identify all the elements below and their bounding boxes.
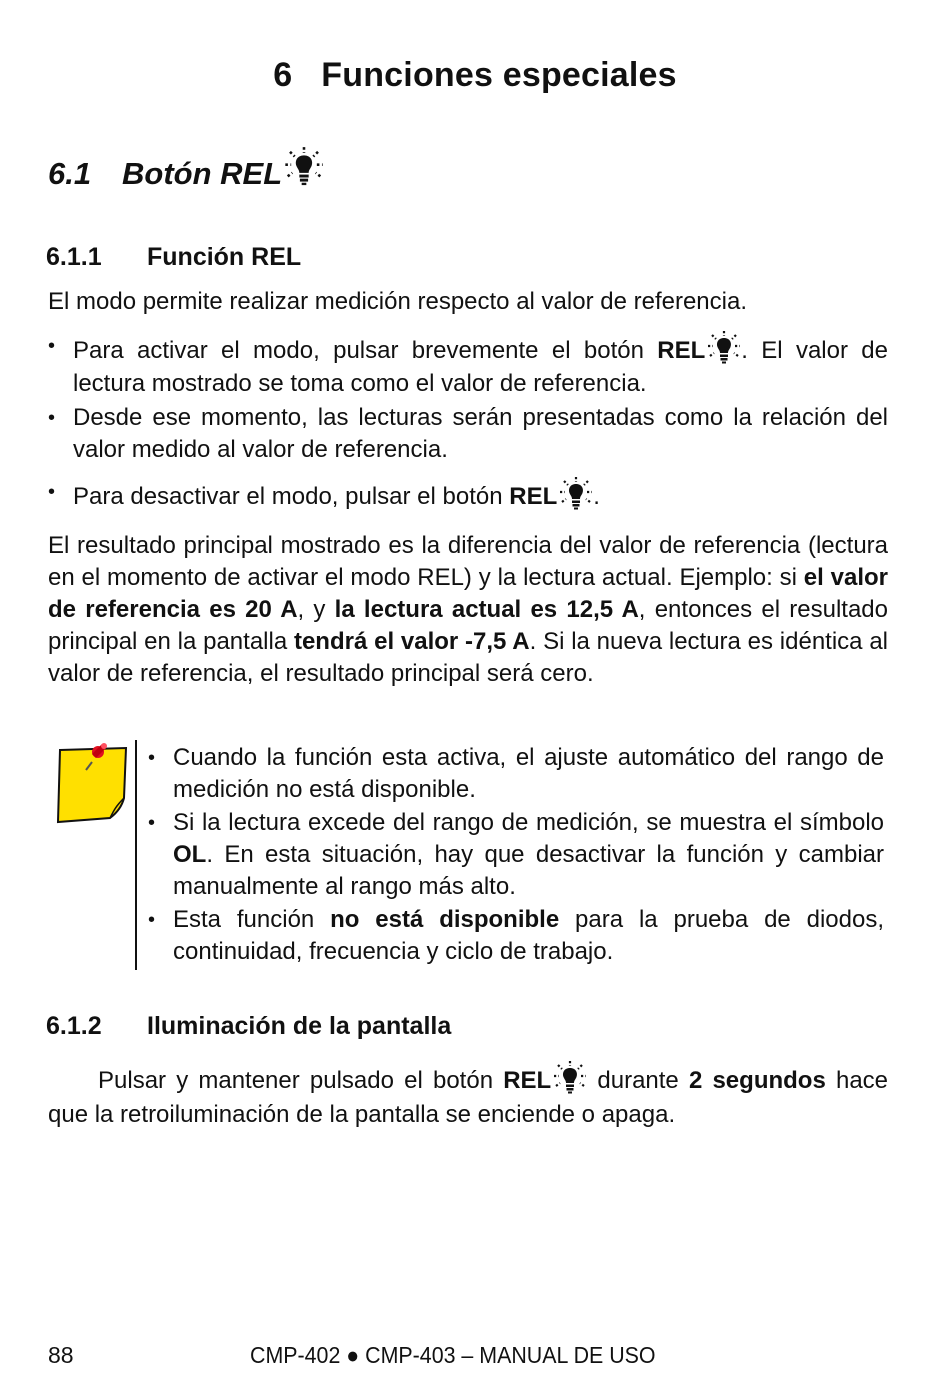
sticky-note-pin-icon (52, 740, 132, 826)
subsection-title-6-1-1 (46, 243, 301, 272)
bullet-dot: • (48, 481, 56, 503)
footer-title: CMP-402 ● CMP-403 – MANUAL DE USO (250, 1342, 656, 1368)
chapter-title-text: Funciones especiales (321, 56, 677, 94)
light-bulb-icon (284, 146, 324, 188)
section-number: 6.1 (48, 156, 92, 191)
rel-button-label: REL (509, 483, 558, 510)
chapter-title (0, 56, 950, 95)
rel-button-label: REL (503, 1067, 552, 1094)
bullet-dot: • (148, 812, 156, 834)
subsection-title-text: Iluminación de la pantalla (147, 1012, 452, 1040)
note-divider (135, 740, 137, 970)
light-bulb-icon (559, 476, 593, 512)
bullet-dot: • (48, 407, 56, 429)
rel-button-label: REL (657, 337, 706, 364)
rel-bullet-list (48, 330, 888, 513)
note-list (148, 742, 884, 969)
chapter-number: 6 (273, 56, 293, 94)
light-bulb-icon (707, 330, 741, 366)
intro-paragraph: El modo permite realizar medición respecto al valor de referencia. (48, 288, 747, 315)
subsection-number: 6.1.1 (46, 243, 102, 271)
backlight-paragraph: Pulsar y mantener pulsado el botón REL durante 2 segundos hace que la retroiluminación de la pantalla se enciende o apaga. (48, 1060, 888, 1132)
list-item: • Desde ese momento, las lecturas serán presentadas como la relación del valor medido al valor de referencia. (48, 404, 888, 463)
light-bulb-icon (553, 1060, 587, 1096)
section-title (48, 146, 324, 192)
subsection-title-text: Función REL (147, 243, 302, 271)
list-item: • Si la lectura excede del rango de medición, se muestra el símbolo OL. En esta situación, hay que desactivar la función y cambiar manualmente al rango más alto. (148, 809, 884, 900)
bullet-dot: • (148, 747, 156, 769)
note-box (48, 740, 888, 970)
subsection-title-6-1-2 (46, 1012, 451, 1041)
subsection-number: 6.1.2 (46, 1012, 102, 1040)
list-item: • Cuando la función esta activa, el ajuste automático del rango de medición no está disponible. (148, 744, 884, 803)
bullet-dot: • (148, 909, 156, 931)
list-item: • Para desactivar el modo, pulsar el botón REL . (48, 476, 888, 513)
bullet-dot: • (48, 335, 56, 357)
list-item: • Esta función no está disponible para la prueba de diodos, continuidad, frecuencia y ciclo de trabajo. (148, 906, 885, 965)
list-item: • Para activar el modo, pulsar brevemente el botón REL . El valor de lectura mostrado se toma como el valor de referencia. (48, 330, 888, 400)
page-number: 88 (48, 1342, 74, 1368)
page-footer (0, 1342, 950, 1372)
result-paragraph: El resultado principal mostrado es la diferencia del valor de referencia (lectura en el momento de activar el modo REL) y la lectura actual. Ejemplo: si el valor de referencia es 20 A, y la lectura actual es 12,5 A, entonces el resultado principal en la pantalla tendrá el valor -7,5 A. Si la nueva lectura es idéntica al valor de referencia, el resultado principal será cero. (48, 532, 888, 687)
section-title-text: Botón REL (122, 156, 283, 191)
